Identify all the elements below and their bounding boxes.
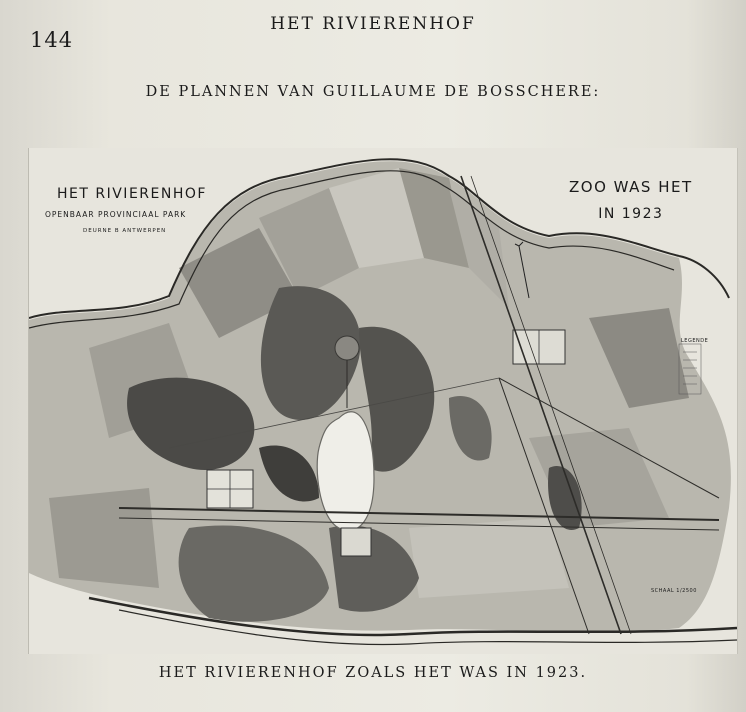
stamp-line-2: IN 1923 xyxy=(598,206,664,222)
legend-title: LEGENDE xyxy=(681,338,709,344)
field-patch xyxy=(409,518,569,598)
figure-caption: HET RIVIERENHOF ZOALS HET WAS IN 1923. xyxy=(158,665,588,681)
rond-point xyxy=(335,336,359,360)
page-number: 144 xyxy=(30,28,74,52)
map-date-stamp xyxy=(569,178,693,222)
park-map-drawing xyxy=(29,148,737,654)
park-map xyxy=(28,148,738,654)
map-subtitle: OPENBAAR PROVINCIAAL PARK xyxy=(45,210,187,219)
court xyxy=(341,528,371,556)
running-head: HET RIVIERENHOF xyxy=(270,14,476,34)
field-patch xyxy=(49,488,159,588)
scale-label: SCHAAL 1/2500 xyxy=(651,588,697,594)
map-title: HET RIVIERENHOF xyxy=(57,186,207,202)
section-heading: DE PLANNEN VAN GUILLAUME DE BOSSCHERE: xyxy=(145,84,601,100)
stamp-line-1: ZOO WAS HET xyxy=(569,178,693,196)
map-subtitle-location: DEURNE B ANTWERPEN xyxy=(83,228,167,234)
